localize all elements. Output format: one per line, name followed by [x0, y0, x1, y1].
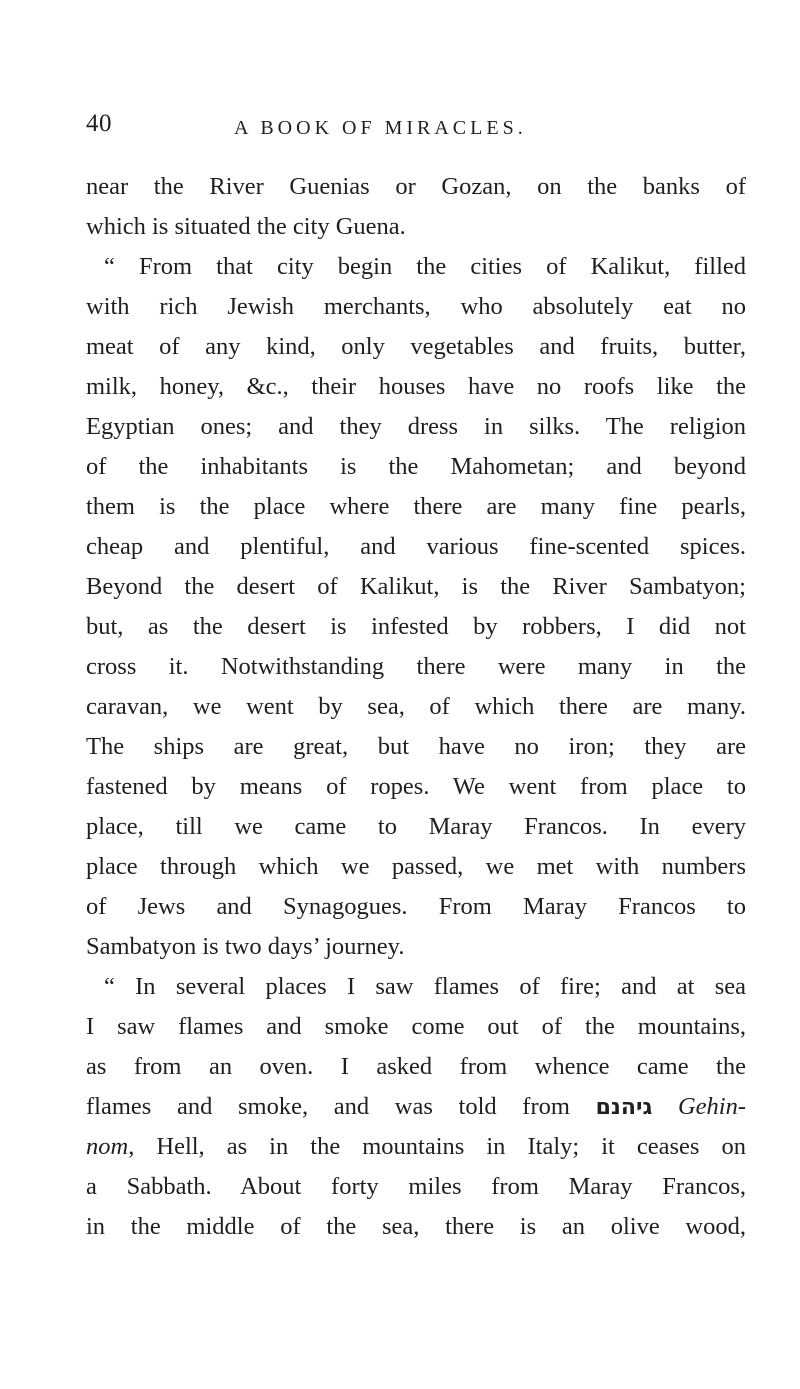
running-head: A BOOK OF MIRACLES. [234, 117, 527, 139]
text-line: I saw flames and smoke come out of the mountains, [86, 1013, 746, 1040]
text-line: cheap and plentiful, and various fine-scented spices. [86, 533, 746, 560]
text-line: place, till we came to Maray Francos. In every [86, 813, 746, 840]
italic-word: Gehin- [677, 1093, 746, 1120]
text-line: Sambatyon is two days’ journey. [86, 933, 405, 960]
body-text [86, 167, 746, 1247]
text-line: Egyptian ones; and they dress in silks. The religion [86, 413, 746, 440]
text-line-with-hebrew [86, 1087, 746, 1127]
text-line: fastened by means of ropes. We went from place to [86, 773, 746, 800]
hebrew-word: גיהנם [595, 1095, 653, 1120]
text-line: The ships are great, but have no iron; they are [86, 733, 746, 760]
text-line: cross it. Notwithstanding there were many in the [86, 653, 746, 680]
text-line: but, as the desert is infested by robbers, I did not [86, 613, 746, 640]
text-line: with rich Jewish merchants, who absolutely eat no [86, 293, 746, 320]
page-number: 40 [86, 110, 112, 137]
paragraph-start-line: “ From that city begin the cities of Kalikut, filled [104, 253, 746, 280]
italic-word: nom [86, 1133, 129, 1160]
text-line: meat of any kind, only vegetables and fruits, butter, [86, 333, 746, 360]
text-line: them is the place where there are many fine pearls, [86, 493, 746, 520]
page-header [86, 110, 746, 150]
text-line: Beyond the desert of Kalikut, is the River Sambatyon; [86, 573, 746, 600]
line-segment: flames and smoke, and was told from [86, 1093, 596, 1120]
line-segment: , Hell, as in the mountains in Italy; it ceases on [128, 1133, 746, 1160]
text-line: as from an oven. I asked from whence came the [86, 1053, 746, 1080]
text-line: place through which we passed, we met with numbers [86, 853, 746, 880]
text-line: which is situated the city Guena. [86, 213, 406, 240]
text-line-with-italic [86, 1127, 746, 1167]
text-line: of Jews and Synagogues. From Maray Francos to [86, 893, 746, 920]
paragraph-start-line: “ In several places I saw flames of fire; and at sea [104, 973, 746, 1000]
text-line: milk, honey, &c., their houses have no roofs like the [86, 373, 746, 400]
text-line: in the middle of the sea, there is an olive wood, [86, 1213, 746, 1240]
text-line: near the River Guenias or Gozan, on the banks of [86, 173, 746, 200]
text-line: a Sabbath. About forty miles from Maray Francos, [86, 1173, 746, 1200]
text-line: of the inhabitants is the Mahometan; and beyond [86, 453, 746, 480]
text-line: caravan, we went by sea, of which there are many. [86, 693, 746, 720]
